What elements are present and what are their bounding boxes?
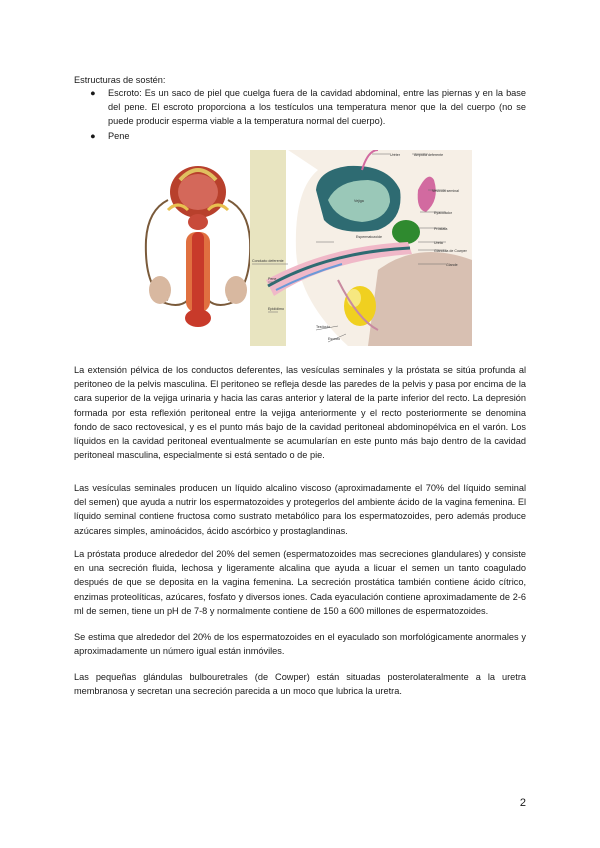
bullet-text: Pene: [108, 130, 130, 141]
section-heading: Estructuras de sostén:: [74, 75, 166, 85]
bullet-icon: ●: [90, 88, 96, 98]
figure-label: Ampolla deferente: [414, 153, 444, 157]
figure-label: Glande: [446, 263, 458, 267]
figure-label: Uréter: [390, 153, 400, 157]
paragraph: Las vesículas seminales producen un líquido alcalino viscoso (aproximadamente el 70% del líquido seminal del semen) que ayuda a nutrir los espermatozoides y protegerlos del ambiente ácido de la vagina femenina. El líquido seminal contiene fructosa como sustrato metabólico para los espermatozoides, pero además produce azúcares simples, aminoácidos, ácido ascórbico y prostaglandinas.: [74, 483, 526, 536]
figure-label: Vejiga: [354, 199, 364, 203]
figure-label: Conducto deferente: [252, 259, 284, 263]
figure-label: Espermatozoide: [356, 235, 382, 239]
frontal-anatomy-illustration: [146, 166, 250, 327]
paragraph: Se estima que alrededor del 20% de los espermatozoides en el eyaculado son morfológicamente anormales y aproximadamente un número igual están inmóviles.: [74, 632, 526, 657]
figure-label: Pene: [268, 277, 277, 281]
list-item: [74, 86, 526, 129]
figure-label: Eyaculador: [434, 211, 452, 215]
reproductive-anatomy-figure: [128, 150, 472, 346]
figure-label: Testículo: [316, 325, 331, 329]
figure-label: Escroto: [328, 337, 341, 341]
paragraph: La extensión pélvica de los conductos deferentes, las vesículas seminales y la próstata se sitúa profunda al peritoneo de la pelvis masculina. El peritoneo se refleja desde las paredes de la pelvis y pasa por encima de la cara superior de la vejiga urinaria y hacia las caras anterior y lateral de la parte inferior del recto. La depresión formada por esta reflexión peritoneal entre la vejiga anteriormente y el recto posteriormente se denomina fondo de saco rectovesical, y es el punto más bajo de la cavidad peritoneal abdominopélvica en el varón. Los líquidos en la cavidad peritoneal eventualmente se acumularían en este punto más bajo dentro de la cavidad peritoneal masculina, especialmente si está sentado o de pie.: [74, 365, 526, 461]
figure-label: Epidídimo: [268, 307, 284, 311]
figure-label: Próstata: [434, 227, 448, 231]
figure-label: Ureta: [434, 241, 443, 245]
bullet-list: [74, 86, 526, 143]
paragraph: Las pequeñas glándulas bulbouretrales (de Cowper) están situadas posterolateralmente a la uretra membranosa y secretan una secreción parecida a un moco que lubrica la uretra.: [74, 672, 526, 697]
sagittal-anatomy-illustration: [250, 150, 472, 346]
paragraph: La próstata produce alrededor del 20% del semen (espermatozoides mas secreciones glandulares) y consiste en una secreción fluida, lechosa y ligeramente alcalina que ayuda a licuar el semen un tanto coagulado después de que se deposita en la vagina femenina. La secreción prostática también contiene ácido cítrico, enzimas proteolíticas, azúcares, fosfato y diversos iones. Cada eyaculación contiene aproximadamente de 2-6 ml de semen, tiene un pH de 7-8 y normalmente contiene de 150 a 600 millones de espermatozoides.: [74, 549, 526, 616]
figure-label: Vesícula seminal: [432, 189, 459, 193]
bullet-icon: ●: [90, 130, 96, 141]
figure-label: Glándula de Cowper: [434, 249, 467, 253]
page-number: 2: [519, 797, 526, 809]
list-item: [74, 129, 526, 143]
bullet-text: Escroto: Es un saco de piel que cuelga fuera de la cavidad abdominal, entre las piernas y en la base del pene. El escroto proporciona a los testículos una temperatura menor que la del cuerpo (no se puede producir esperma viable a la temperatura normal del cuerpo).: [108, 88, 526, 127]
